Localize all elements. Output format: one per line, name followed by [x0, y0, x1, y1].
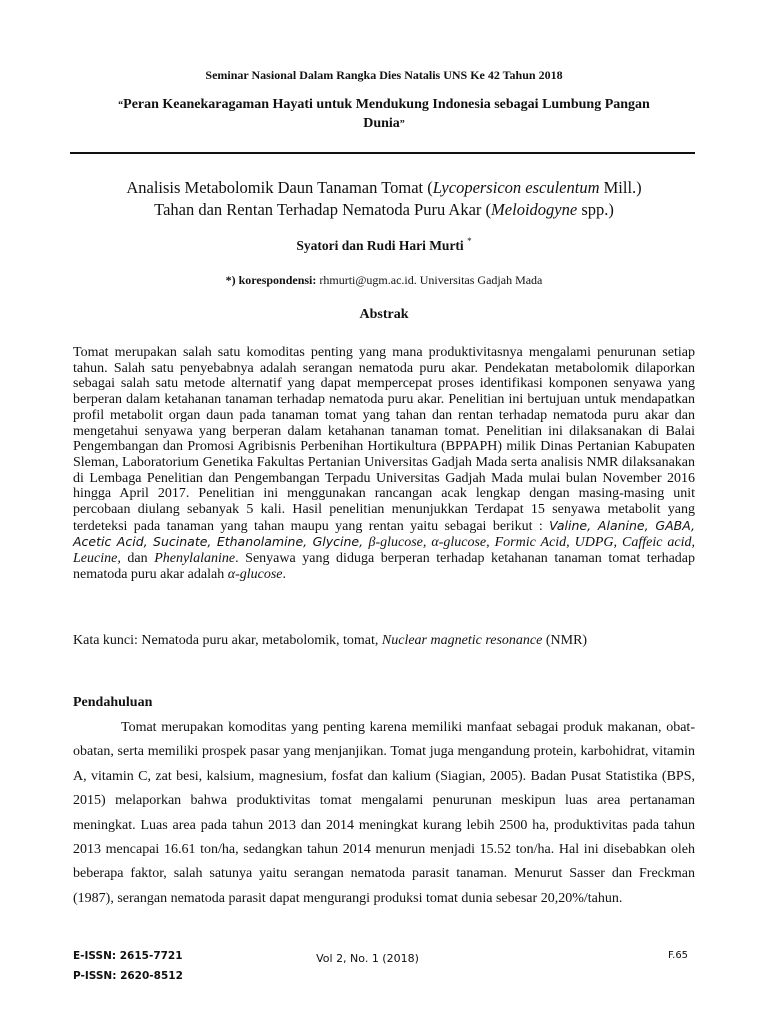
seminar-theme — [100, 96, 668, 134]
intro-heading: Pendahuluan — [73, 695, 153, 710]
paper-title — [60, 177, 708, 221]
keywords-italic: Nuclear magnetic resonance — [381, 633, 543, 648]
correspondence — [0, 273, 768, 288]
abstract-compounds-b: β-glucose, α-glucose, Formic Acid, UDPG, Caffeic acid, Leucine, — [73, 535, 695, 567]
correspondence-label: *) korespondensi: — [225, 273, 317, 287]
title-line2-post: spp.) — [577, 200, 614, 219]
abstract-compounds-c: Phenylalanine — [154, 551, 236, 567]
title-species: Lycopersicon esculentum — [432, 178, 600, 197]
footer-page-number: F.65 — [668, 950, 689, 961]
author-mark: * — [467, 236, 472, 246]
abstract-text-end: . Senyawa yang diduga berperan terhadap ketahanan tanaman tomat terhadap nematoda puru akar adalah — [73, 551, 695, 582]
title-genus: Meloidogyne — [491, 200, 578, 219]
keywords — [73, 633, 695, 649]
title-line1-post: Mill.) — [599, 178, 642, 197]
abstract-body — [73, 345, 695, 583]
intro-paragraph: Tomat merupakan komoditas yang penting karena memiliki manfaat sebagai produk makanan, obat-obatan, serta memiliki prospek pasar yang menjanjikan. Tomat juga mengandung protein, karbohidrat, vitamin A, vitamin C, zat besi, kalsium, magnesium, fosfat dan kalium (Siagian, 2005). Badan Pusat Statistika (BPS, 2015) melaporkan bahwa produktivitas tomat mengalami penurunan meskipun luas area pertanaman meningkat. Luas area pada tahun 2013 dan 2014 meningkat kurang lebih 2500 ha, produktivitas pada tahun 2013 mencapai 16.61 ton/ha, sedangkan tahun 2014 menurun menjadi 15.52 ton/ha. Hal ini disebabkan oleh beberapa faktor, salah satunya yaitu serangan nematoda parasit tanaman. Menurut Sasser dan Freckman (1987), serangan nematoda parasit dapat mengurangi produksi tomat dunia sebesar 20,20%/tahun. — [73, 720, 695, 906]
page-footer — [0, 950, 768, 990]
theme-text: Peran Keanekaragaman Hayati untuk Mendukung Indonesia sebagai Lumbung Pangan Dunia — [123, 97, 650, 131]
abstract-final-dot: . — [282, 566, 286, 582]
seminar-header: Seminar Nasional Dalam Rangka Dies Natalis UNS Ke 42 Tahun 2018 — [205, 68, 563, 82]
footer-volume: Vol 2, No. 1 (2018) — [316, 952, 419, 965]
abstract-and: dan — [120, 551, 155, 567]
theme-open-quote: “ — [118, 100, 124, 111]
abstract-compounds-a: Valine, Alanine, GABA, Acetic Acid, Sucinate, Ethanolamine, Glycine, — [73, 517, 695, 550]
title-line2-pre: Tahan dan Rentan Terhadap Nematoda Puru Akar ( — [154, 200, 492, 219]
correspondence-text: rhmurti@ugm.ac.id. Universitas Gadjah Mada — [316, 273, 543, 287]
abstract-heading: Abstrak — [359, 307, 409, 322]
header-divider — [70, 152, 695, 154]
abstract-key-compound: α-glucose — [227, 566, 283, 582]
keywords-text: Kata kunci: Nematoda puru akar, metabolomik, tomat, — [73, 633, 382, 648]
abstract-text: Tomat merupakan salah satu komoditas penting yang mana produktivitasnya mengalami penurunan setiap tahun. Salah satu penyebabnya adalah serangan nematoda puru akar. Pendekatan metabolomik dilaporkan sebagai salah satu metode alternatif yang dapat mempercepat proses identifikasi komponen senyawa yang berperan dalam ketahanan tanaman terhadap nematoda puru akar. Penelitian ini bertujuan untuk mendapatkan profil metabolit organ daun pada tanaman tomat yang tahan dan rentan terhadap nematoda puru akar dan mengetahui senyawa yang berperan dalam ketahanan tanaman tomat. Penelitian ini dilaksanakan di Balai Pengembangan dan Promosi Agribisnis Perbenihan Hortikultura (BPPAPH) milik Dinas Pertanian Kabupaten Sleman, Laboratorium Genetika Fakultas Pertanian Universitas Gadjah Mada serta analisis NMR dilaksanakan di Lembaga Penelitian dan Pengembangan Terpadu Universitas Gadjah Mada mulai bulan November 2016 hingga April 2017. Penelitian ini menggunakan rancangan acak lengkap dengan masing-masing unit percobaan diulang sebanyak 5 kali. Hasil penelitian menunjukkan Terdapat 15 senyawa metabolit yang terdeteksi pada tanaman yang tahan maupu yang rentan yaitu sebagai berikut : — [73, 345, 695, 534]
footer-pissn: P-ISSN: 2620-8512 — [73, 970, 183, 982]
author-names: Syatori dan Rudi Hari Murti — [296, 238, 464, 253]
footer-eissn: E-ISSN: 2615-7721 — [73, 950, 183, 962]
title-line1-pre: Analisis Metabolomik Daun Tanaman Tomat ( — [126, 178, 433, 197]
authors — [0, 236, 768, 254]
keywords-tail: (NMR) — [542, 633, 588, 648]
theme-close-quote: ” — [399, 119, 405, 130]
